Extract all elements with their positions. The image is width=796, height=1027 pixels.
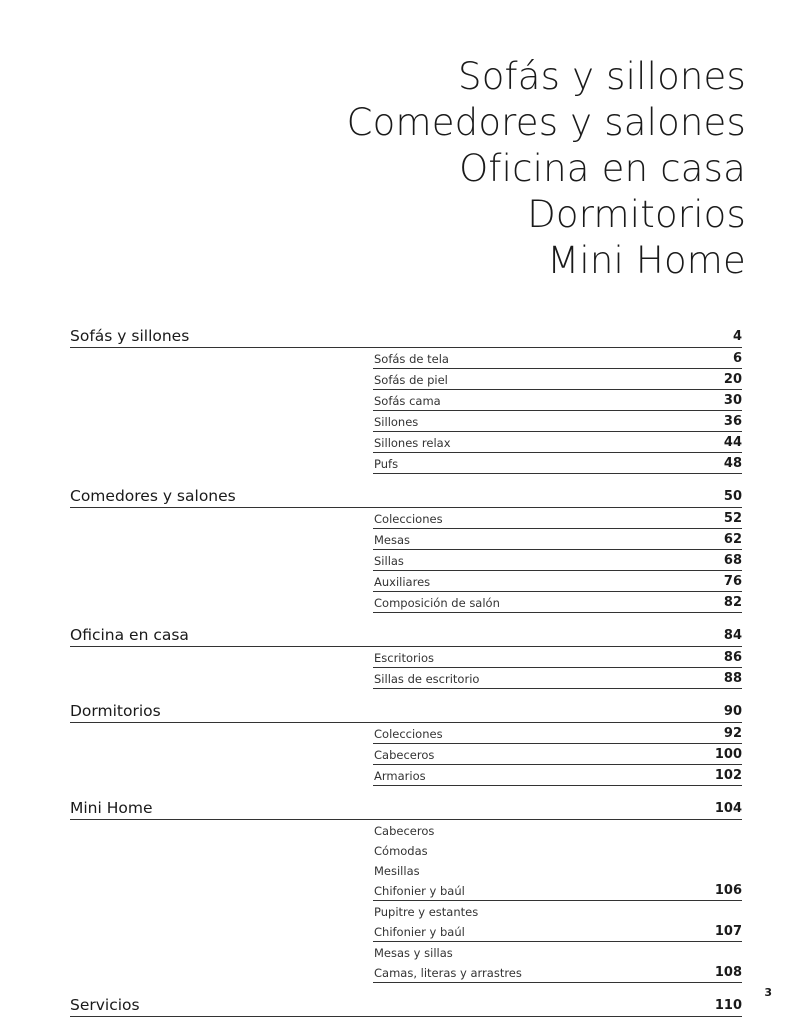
toc-subsection-list bbox=[373, 723, 742, 786]
toc-subsection-label: Pupitre y estantes bbox=[374, 905, 479, 919]
toc-subsection-label: Chifonier y baúl bbox=[374, 884, 465, 898]
chapter-titles bbox=[347, 54, 746, 284]
toc-subsection[interactable] bbox=[373, 453, 742, 474]
toc-subsection[interactable] bbox=[373, 744, 742, 765]
toc-section[interactable] bbox=[70, 484, 742, 508]
toc-subsection-label: Mesas y sillas bbox=[374, 946, 453, 960]
toc-subsection[interactable] bbox=[373, 962, 742, 983]
toc-subsection-list bbox=[373, 647, 742, 689]
toc-subsection[interactable] bbox=[373, 348, 742, 369]
toc-subsection-label: Cómodas bbox=[374, 844, 428, 858]
toc-subsection-label: Colecciones bbox=[374, 727, 443, 741]
toc-subsection-label: Auxiliares bbox=[374, 575, 431, 589]
toc-subsection-page: 102 bbox=[714, 768, 742, 783]
toc-subsection-page: 92 bbox=[723, 726, 742, 741]
toc-subsection[interactable] bbox=[373, 765, 742, 786]
toc-subsection[interactable] bbox=[373, 880, 742, 901]
toc-section-page: 4 bbox=[732, 329, 742, 344]
toc-subsection[interactable] bbox=[373, 860, 742, 880]
toc-subsection-page: 76 bbox=[723, 574, 742, 589]
toc-subsection-page: 68 bbox=[723, 553, 742, 568]
toc-subsection[interactable] bbox=[373, 390, 742, 411]
toc-subsection-label: Sofás de tela bbox=[374, 352, 449, 366]
toc-subsection-label: Composición de salón bbox=[374, 596, 500, 610]
toc-subsection[interactable] bbox=[373, 820, 742, 840]
toc-subsection-page: 106 bbox=[714, 883, 742, 898]
toc-subsection-list bbox=[373, 348, 742, 474]
chapter-title: Dormitorios bbox=[527, 193, 746, 236]
toc-subsection[interactable] bbox=[373, 647, 742, 668]
toc-subsection[interactable] bbox=[373, 723, 742, 744]
toc-section-label: Comedores y salones bbox=[70, 487, 236, 505]
toc-section[interactable] bbox=[70, 993, 742, 1017]
toc-subsection-list bbox=[373, 508, 742, 613]
toc-subsection-label: Mesas bbox=[374, 533, 411, 547]
toc-subsection[interactable] bbox=[373, 411, 742, 432]
toc-subsection-page: 82 bbox=[723, 595, 742, 610]
toc-subsection-page: 52 bbox=[723, 511, 742, 526]
toc-subsection-label: Armarios bbox=[374, 769, 426, 783]
toc-subsection[interactable] bbox=[373, 529, 742, 550]
toc-section[interactable] bbox=[70, 324, 742, 348]
toc-subsection-label: Sillones relax bbox=[374, 436, 451, 450]
toc-section[interactable] bbox=[70, 623, 742, 647]
toc-subsection[interactable] bbox=[373, 571, 742, 592]
toc-section-page: 104 bbox=[714, 801, 742, 816]
toc-subsection[interactable] bbox=[373, 592, 742, 613]
toc-section[interactable] bbox=[70, 699, 742, 723]
chapter-title: Comedores y salones bbox=[346, 101, 746, 144]
toc-subsection-label: Chifonier y baúl bbox=[374, 925, 465, 939]
toc-section-label: Dormitorios bbox=[70, 702, 161, 720]
toc-subsection-page: 108 bbox=[714, 965, 742, 980]
toc-section-label: Oficina en casa bbox=[70, 626, 189, 644]
toc-section-label: Mini Home bbox=[70, 799, 153, 817]
toc-subsection-label: Pufs bbox=[374, 457, 399, 471]
toc-section-page: 110 bbox=[714, 998, 742, 1013]
toc-subsection-list bbox=[373, 820, 742, 983]
toc-subsection-page: 107 bbox=[714, 924, 742, 939]
toc-subsection-page: 48 bbox=[723, 456, 742, 471]
toc-subsection-label: Camas, literas y arrastres bbox=[374, 966, 522, 980]
toc-subsection[interactable] bbox=[373, 550, 742, 571]
toc-subsection[interactable] bbox=[373, 942, 742, 962]
toc-subsection-label: Sillones bbox=[374, 415, 419, 429]
toc-subsection-page: 20 bbox=[723, 372, 742, 387]
toc-section-page: 90 bbox=[723, 704, 742, 719]
toc-subsection-label: Sillas de escritorio bbox=[374, 672, 480, 686]
toc-subsection-label: Cabeceros bbox=[374, 824, 435, 838]
toc-subsection[interactable] bbox=[373, 921, 742, 942]
chapter-title: Sofás y sillones bbox=[458, 55, 746, 98]
toc-subsection-page: 88 bbox=[723, 671, 742, 686]
toc-subsection-page: 86 bbox=[723, 650, 742, 665]
toc-subsection-label: Sofás cama bbox=[374, 394, 441, 408]
toc-subsection-label: Cabeceros bbox=[374, 748, 435, 762]
page-number: 3 bbox=[764, 986, 772, 999]
table-of-contents bbox=[70, 324, 742, 1027]
toc-subsection[interactable] bbox=[373, 508, 742, 529]
toc-subsection[interactable] bbox=[373, 840, 742, 860]
toc-section[interactable] bbox=[70, 796, 742, 820]
toc-subsection[interactable] bbox=[373, 369, 742, 390]
toc-subsection-label: Escritorios bbox=[374, 651, 434, 665]
toc-subsection-page: 6 bbox=[732, 351, 742, 366]
toc-subsection[interactable] bbox=[373, 901, 742, 921]
toc-subsection-page: 44 bbox=[723, 435, 742, 450]
toc-subsection[interactable] bbox=[373, 432, 742, 453]
toc-subsection-label: Mesillas bbox=[374, 864, 420, 878]
toc-subsection-page: 30 bbox=[723, 393, 742, 408]
toc-subsection-page: 100 bbox=[714, 747, 742, 762]
toc-subsection-page: 62 bbox=[723, 532, 742, 547]
toc-section-page: 84 bbox=[723, 628, 742, 643]
toc-subsection-label: Colecciones bbox=[374, 512, 443, 526]
toc-section-page: 50 bbox=[723, 489, 742, 504]
chapter-title: Mini Home bbox=[547, 239, 746, 282]
chapter-title: Oficina en casa bbox=[459, 147, 746, 190]
toc-subsection[interactable] bbox=[373, 668, 742, 689]
toc-subsection-label: Sofás de piel bbox=[374, 373, 448, 387]
toc-subsection-page: 36 bbox=[723, 414, 742, 429]
toc-subsection-label: Sillas bbox=[374, 554, 404, 568]
toc-section-label: Sofás y sillones bbox=[70, 327, 190, 345]
toc-section-label: Servicios bbox=[70, 996, 140, 1014]
